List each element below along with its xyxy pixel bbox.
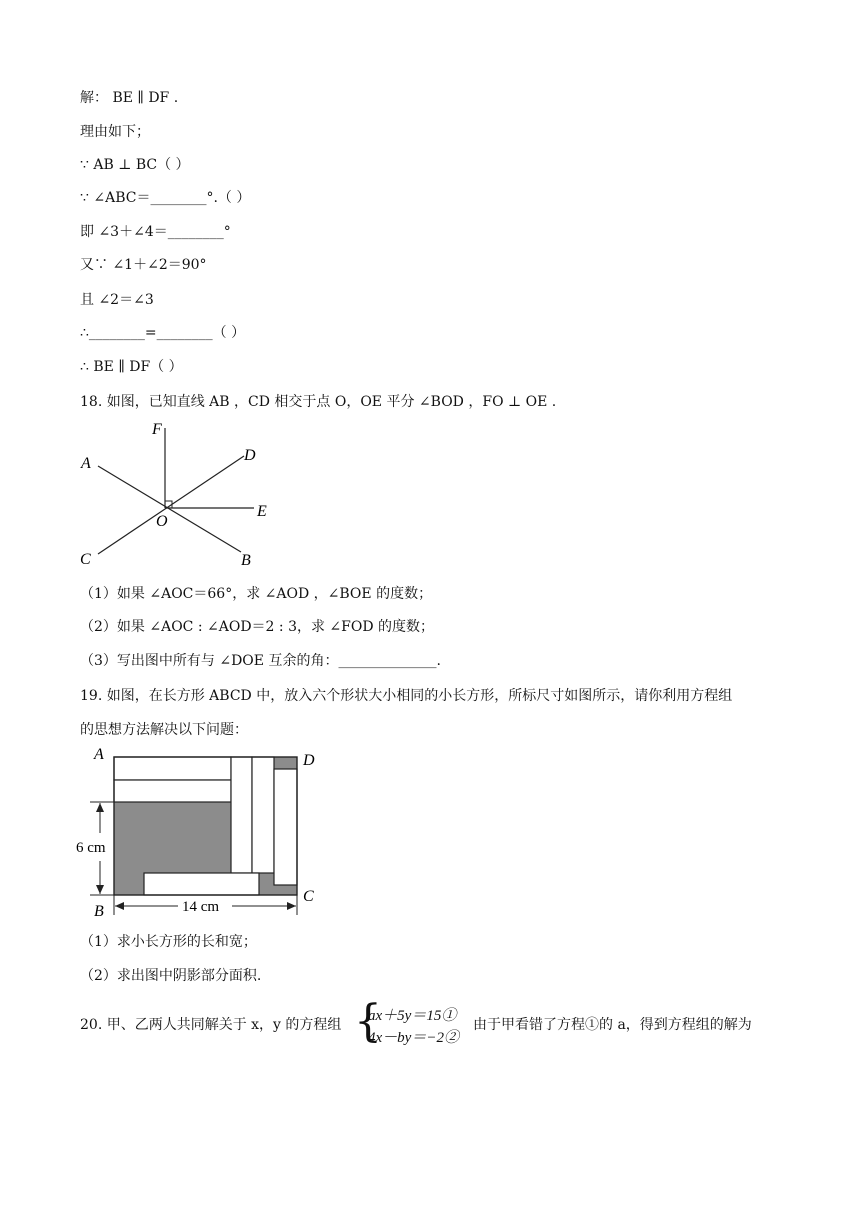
small-rect-3: [231, 757, 252, 873]
proof-line-7: 且 ∠2＝∠3: [80, 292, 154, 308]
label-b: B: [94, 903, 104, 920]
proof-line-2: 理由如下；: [80, 124, 150, 140]
q18-stem: 18. 如图，已知直线 AB ，CD 相交于点 O，OE 平分 ∠BOD ，FO ⊥ OE .: [80, 394, 557, 410]
q19-part-2: （2）求出图中阴影部分面积.: [80, 968, 262, 984]
small-rect-1: [114, 757, 231, 780]
proof-line-3: ∵ AB ⊥ BC（ ）: [80, 157, 190, 173]
label-a: A: [94, 746, 104, 763]
q19-part-1: （1）求小长方形的长和宽；: [80, 934, 257, 950]
label-d: D: [244, 447, 256, 464]
equation-system: [354, 996, 474, 1048]
q20-stem-pre: 20. 甲、乙两人共同解关于 x，y 的方程组: [80, 1017, 342, 1033]
left-brace: {: [354, 996, 382, 1047]
label-f: F: [152, 421, 162, 438]
proof-line-4: ∵ ∠ABC＝________°.（ ）: [80, 190, 251, 206]
label-a: A: [81, 455, 91, 472]
q19-stem-line-1: 19. 如图，在长方形 ABCD 中，放入六个形状大小相同的小长方形，所标尺寸如图所示，请你利用方程组: [80, 688, 733, 704]
label-c: C: [80, 551, 91, 568]
line-cd: [98, 456, 244, 554]
dim-width: 14 cm: [182, 899, 220, 915]
q19-figure: [74, 745, 324, 920]
shade-top-right: [274, 757, 297, 769]
label-b: B: [241, 552, 251, 569]
small-rect-6: [144, 873, 259, 895]
dim-height: 6 cm: [76, 840, 106, 856]
proof-line-1: 解： BE ∥ DF .: [80, 90, 179, 106]
small-rect-2: [114, 780, 231, 802]
q19-stem-line-2: 的思想方法解决以下问题：: [80, 722, 248, 738]
proof-line-8: ∴________=________（ ）: [80, 325, 246, 341]
q18-figure: [78, 420, 278, 570]
q18-part-1: （1）如果 ∠AOC＝66°，求 ∠AOD ，∠BOE 的度数；: [80, 586, 433, 602]
equation-1: ax＋5y＝15①: [368, 1008, 457, 1024]
label-o: O: [156, 513, 168, 530]
q18-part-2: （2）如果 ∠AOC : ∠AOD＝2 : 3，求 ∠FOD 的度数；: [80, 619, 435, 635]
proof-line-6: 又∵ ∠1＋∠2＝90°: [80, 257, 207, 273]
small-rect-4: [252, 757, 274, 873]
label-d: D: [303, 752, 315, 769]
label-c: C: [303, 888, 314, 905]
small-rect-5: [274, 769, 297, 885]
q20-stem-post: 由于甲看错了方程①的 a，得到方程组的解为: [473, 1017, 752, 1033]
q18-part-3: （3）写出图中所有与 ∠DOE 互余的角：______________.: [80, 653, 441, 669]
label-e: E: [257, 503, 267, 520]
proof-line-9: ∴ BE ∥ DF（ ）: [80, 359, 183, 375]
equation-2: 4x－by＝−2②: [368, 1030, 459, 1046]
proof-line-5: 即 ∠3＋∠4＝________°: [80, 224, 231, 240]
